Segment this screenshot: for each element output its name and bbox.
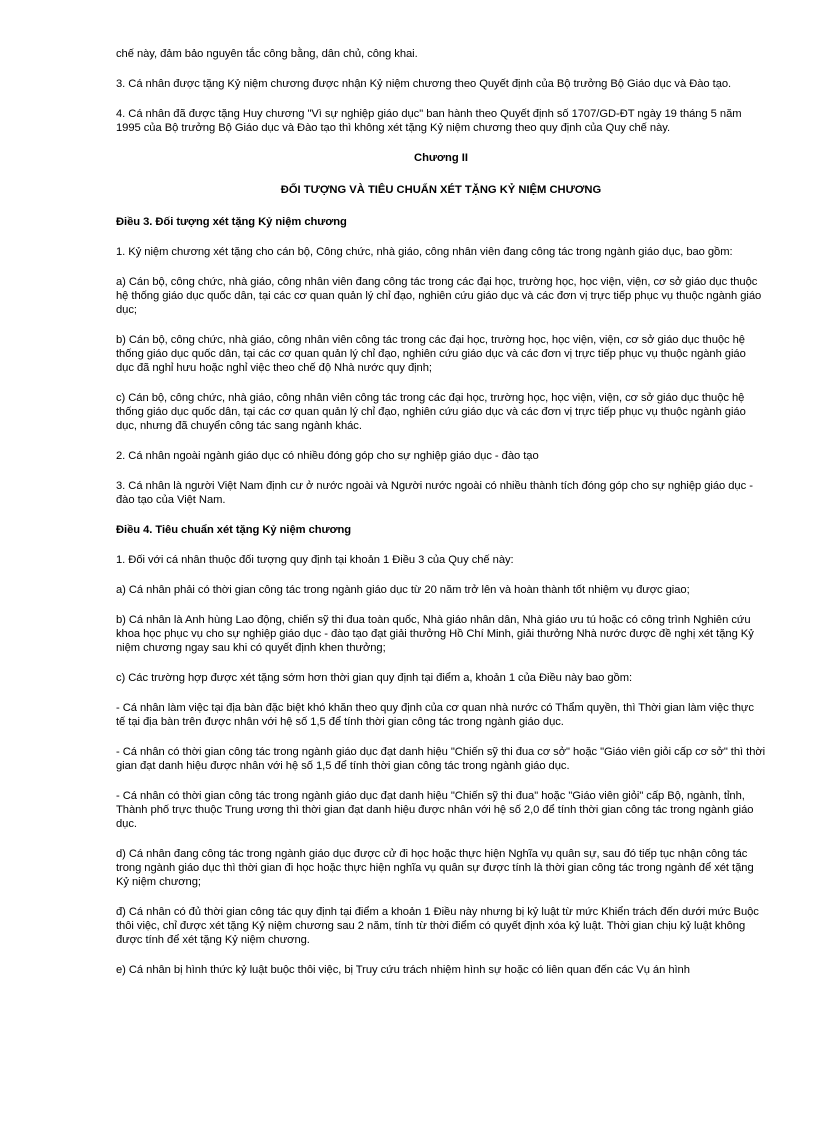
paragraph: d) Cá nhân đang công tác trong ngành giáo dục được cử đi học hoặc thực hiện Nghĩa vụ quân sự, sau đó tiếp tục nhận công tác trong ngành giáo dục thì thời gian đi học hoặc thực hiện nghĩa vụ quân sự được tính là thời gian công tác trong ngành để xét tặng Kỷ niệm chương; [116,848,754,888]
paragraph: a) Cán bộ, công chức, nhà giáo, công nhân viên đang công tác trong các đại học, trường học, học viện, viện, cơ sở giáo dục thuộc hệ thống giáo dục quốc dân, tại các cơ quan quản lý chỉ đạo, nghiên cứu giáo dục và các đơn vị trực tiếp phục vụ thuộc ngành giáo dục; [116,276,762,316]
paragraph: e) Cá nhân bị hình thức kỷ luật buộc thôi việc, bị Truy cứu trách nhiệm hình sự hoặc có liên quan đến các Vụ án hình [116,964,690,976]
article-heading: Điều 4. Tiêu chuẩn xét tặng Kỷ niệm chương [116,524,352,536]
paragraph: - Cá nhân có thời gian công tác trong ngành giáo dục đạt danh hiệu "Chiến sỹ thi đua cơ sở" hoặc "Giáo viên giỏi cấp cơ sở" thì thời gian đạt danh hiệu được nhân với hệ số 1,5 để tính thời gian công tác trong ngành giáo dục. [116,746,766,772]
paragraph: b) Cá nhân là Anh hùng Lao động, chiến sỹ thi đua toàn quốc, Nhà giáo nhân dân, Nhà giáo ưu tú hoặc có công trình Nghiên cứu khoa học phục vụ cho sự nghiệp giáo dục - đào tạo đạt giải thưởng Hồ Chí Minh, giải thưởng Nhà nước được đề nghị xét tặng Kỷ niệm chương ngay sau khi có quyết định khen thưởng; [116,614,754,654]
paragraph: chế này, đảm bảo nguyên tắc công bằng, dân chủ, công khai. [116,48,418,60]
article-heading: Điều 3. Đối tượng xét tặng Kỷ niệm chương [116,216,347,228]
paragraph: 2. Cá nhân ngoài ngành giáo dục có nhiều đóng góp cho sự nghiệp giáo dục - đào tạo [116,450,539,462]
paragraph: 1. Kỷ niệm chương xét tặng cho cán bộ, Công chức, nhà giáo, công nhân viên đang công tác trong ngành giáo dục, bao gồm: [116,246,733,258]
paragraph: 3. Cá nhân được tặng Kỷ niệm chương được nhận Kỷ niệm chương theo Quyết định của Bộ trưởng Bộ Giáo dục và Đào tạo. [116,78,732,90]
chapter-title: Chương II [414,152,468,164]
paragraph: 4. Cá nhân đã được tặng Huy chương "Vì sự nghiệp giáo dục" ban hành theo Quyết định số 1707/GD-ĐT ngày 19 tháng 5 năm 1995 của Bộ trưởng Bộ Giáo dục và Đào tạo thì không xét tặng Kỷ niệm chương theo quy định của Quy chế này. [116,108,742,134]
paragraph: c) Các trường hợp được xét tặng sớm hơn thời gian quy định tại điểm a, khoản 1 của Điều này bao gồm: [116,672,633,684]
paragraph: - Cá nhân có thời gian công tác trong ngành giáo dục đạt danh hiệu "Chiến sỹ thi đua" hoặc "Giáo viên giỏi" cấp Bộ, ngành, tỉnh, Thành phố trực thuộc Trung ương thì thời gian đạt danh hiệu được nhân với hệ số 2,0 để tính thời gian công tác trong ngành giáo dục. [116,790,754,830]
paragraph: đ) Cá nhân có đủ thời gian công tác quy định tại điểm a khoản 1 Điều này nhưng bị kỷ luật từ mức Khiển trách đến dưới mức Buộc thôi việc, chỉ được xét tặng Kỷ niệm chương sau 2 năm, tính từ thời điểm có quyết định xóa kỷ luật. Thời gian chịu kỷ luật không được tính để xét tặng Kỷ niệm chương. [116,906,759,946]
paragraph: b) Cán bộ, công chức, nhà giáo, công nhân viên công tác trong các đại học, trường học, học viện, viện, cơ sở giáo dục thuộc hệ thống giáo dục quốc dân, tại các cơ quan quản lý chỉ đạo, nghiên cứu giáo dục và các đơn vị trực tiếp phục vụ thuộc ngành giáo dục đã nghỉ hưu hoặc nghỉ việc theo chế độ Nhà nước quy định; [116,334,746,374]
chapter-heading: ĐỐI TƯỢNG VÀ TIÊU CHUẨN XÉT TẶNG KỶ NIỆM CHƯƠNG [280,184,602,196]
paragraph: 3. Cá nhân là người Việt Nam định cư ở nước ngoài và Người nước ngoài có nhiều thành tích đóng góp cho sự nghiệp giáo dục - đào tạo của Việt Nam. [116,480,753,506]
paragraph: 1. Đối với cá nhân thuộc đối tượng quy định tại khoản 1 Điều 3 của Quy chế này: [116,554,514,566]
paragraph: c) Cán bộ, công chức, nhà giáo, công nhân viên công tác trong các đại học, trường học, học viện, viện, cơ sở giáo dục thuộc hệ thống giáo dục quốc dân, tại các cơ quan quản lý chỉ đạo, nghiên cứu giáo dục và các đơn vị trực tiếp phục vụ thuộc ngành giáo dục, nhưng đã chuyển công tác sang ngành khác. [116,392,746,432]
paragraph: - Cá nhân làm việc tại địa bàn đặc biệt khó khăn theo quy định của cơ quan nhà nước có Thẩm quyền, thì Thời gian làm việc thực tế tại địa bàn trên được nhân với hệ số 1,5 để tính thời gian công tác trong ngành giáo dục. [116,702,754,728]
paragraph: a) Cá nhân phải có thời gian công tác trong ngành giáo dục từ 20 năm trở lên và hoàn thành tốt nhiệm vụ được giao; [116,584,690,596]
